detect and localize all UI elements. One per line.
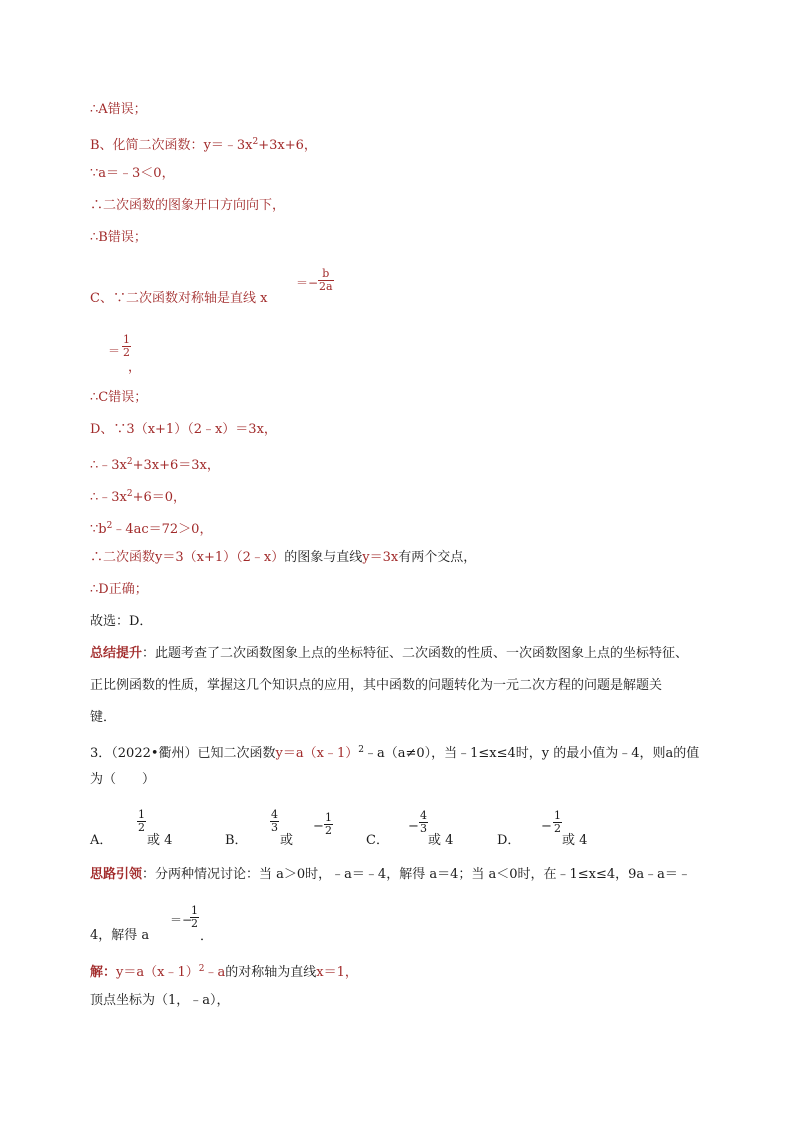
question-stem <box>90 741 699 763</box>
math-expression: +3x+6， <box>258 138 317 153</box>
text-span: ∵b <box>90 522 107 537</box>
fraction-numerator: 1 <box>325 811 332 824</box>
text-span: ∴二次函数 <box>90 550 156 565</box>
text-span: 或 <box>280 833 294 848</box>
fraction-numerator: 1 <box>554 809 561 822</box>
fraction-numerator: 1 <box>191 904 198 917</box>
fraction <box>190 905 199 930</box>
solution-line <box>90 960 358 982</box>
text-span: ﹣4ac＝72＞0， <box>112 522 213 537</box>
fraction-denominator: 2 <box>123 346 130 359</box>
text-line <box>90 517 212 539</box>
text-span: ﹣a（a≠0），当﹣1≤x≤4时，y 的最小值为﹣4，则a的值 <box>363 746 700 761</box>
text-line: ∴二次函数的图象开口方向向下， <box>90 198 286 213</box>
math-expression: x＝1， <box>316 965 358 980</box>
text-span: 的对称轴为直线 <box>225 965 317 980</box>
superscript: 2 <box>198 964 205 974</box>
fraction <box>324 812 333 837</box>
superscript: 2 <box>106 521 113 531</box>
fraction <box>270 809 279 834</box>
summary-line <box>90 645 688 663</box>
text-line <box>90 133 317 155</box>
option-d-label: D． <box>497 833 521 848</box>
fraction <box>318 268 334 293</box>
superscript: 2 <box>252 137 259 147</box>
fraction-numerator: 4 <box>420 809 427 822</box>
text-line: ∵a＝﹣3＜0， <box>90 166 175 181</box>
minus-sign: − <box>541 819 552 834</box>
fraction-denominator: 2 <box>325 824 332 837</box>
text-span: 有两个交点， <box>398 550 477 565</box>
fraction-numerator: 4 <box>271 808 278 821</box>
text-span: ∴﹣3x <box>90 458 127 473</box>
text-span: ：分两种情况讨论：当 a＞0时，﹣a＝﹣4，解得 a＝4；当 a＜0时，在﹣1≤x≤4，9a﹣a＝﹣ <box>142 867 691 882</box>
fraction-equals: ＝− <box>296 276 319 290</box>
math-expression: y＝3（x+1）（2﹣x） <box>155 550 285 565</box>
text-line: ∴B错误； <box>90 230 147 245</box>
fraction <box>419 810 428 835</box>
text-span: +6＝0， <box>132 490 187 505</box>
fraction-denominator: 3 <box>271 821 278 834</box>
text-line <box>90 549 476 567</box>
text-line: ∴C错误； <box>90 390 148 405</box>
fraction-denominator: 2 <box>138 821 145 834</box>
text-line: C、∵二次函数对称轴是直线 x <box>90 291 268 306</box>
summary-line: 键． <box>90 710 117 725</box>
fraction <box>553 810 562 835</box>
text-span: 或 4 <box>147 833 173 848</box>
fraction-denominator: 2 <box>191 917 198 930</box>
text-span: 或 4 <box>428 833 454 848</box>
text-line: D、∵3（x+1）（2﹣x）＝3x， <box>90 422 277 437</box>
hint-line <box>90 866 691 884</box>
solution-line: 顶点坐标为（1，﹣a）， <box>90 993 230 1008</box>
fraction-denominator: 3 <box>420 822 427 835</box>
math-expression: y＝3x <box>362 550 399 565</box>
text-line <box>90 453 220 475</box>
option-a-label: A． <box>90 833 113 848</box>
superscript: 2 <box>358 745 364 755</box>
fraction-equals: ＝ <box>108 344 121 358</box>
fraction-equals: ＝− <box>170 913 193 927</box>
math-expression: y＝a（x﹣1） <box>275 746 359 761</box>
hint-line: 4，解得 a <box>90 928 150 943</box>
text-span: ：此题考查了二次函数图象上点的坐标特征、二次函数的性质、一次函数图象上点的坐标特征、 <box>142 646 689 661</box>
solution-label: 解： <box>90 965 117 980</box>
minus-sign: − <box>408 819 419 834</box>
option-c-label: C． <box>366 833 389 848</box>
question-stem: 为（ ） <box>90 772 156 787</box>
text-line: 故选：D． <box>90 614 153 629</box>
fraction-numerator: b <box>318 268 334 281</box>
fraction <box>137 809 146 834</box>
text-span: ， <box>128 360 142 375</box>
math-expression: y＝a（x﹣1） <box>116 965 199 980</box>
text-span: +3x+6＝3x， <box>132 458 220 473</box>
text-span: B、化简二次函数： <box>90 138 204 153</box>
text-span: 3．（2022•衢州）已知二次函数 <box>90 746 276 761</box>
text-span: 或 4 <box>562 833 588 848</box>
fraction-numerator: 1 <box>138 808 145 821</box>
text-span: 的图象与直线 <box>284 550 363 565</box>
fraction-denominator: 2 <box>554 822 561 835</box>
math-expression: y＝﹣3x <box>203 138 253 153</box>
option-b-label: B． <box>225 833 248 848</box>
summary-label: 总结提升 <box>90 646 143 661</box>
math-expression: ﹣a <box>204 965 226 980</box>
fraction-numerator: 1 <box>123 333 130 346</box>
summary-line: 正比例函数的性质，掌握这几个知识点的应用，其中函数的问题转化为一元二次方程的问题是解题关 <box>90 678 663 693</box>
fraction-denominator: 2a <box>319 280 333 293</box>
text-span: ． <box>200 929 214 944</box>
minus-sign: − <box>313 819 324 834</box>
text-line <box>90 485 186 507</box>
hint-label: 思路引领 <box>90 867 143 882</box>
text-span: ∴﹣3x <box>90 490 127 505</box>
text-line: ∴A错误； <box>90 102 147 117</box>
superscript: 2 <box>126 489 133 499</box>
superscript: 2 <box>126 457 133 467</box>
text-line: ∴D正确； <box>90 582 148 597</box>
